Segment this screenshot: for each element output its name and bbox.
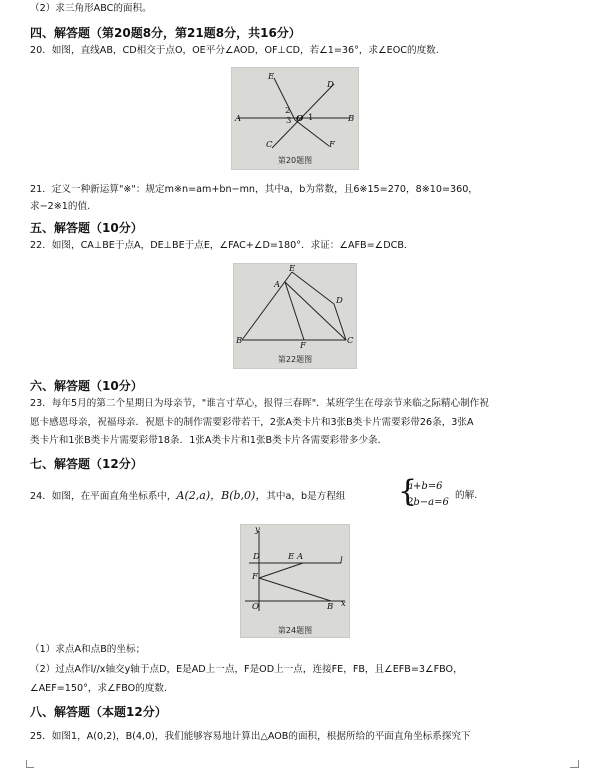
- q24-eq1: a+b=6: [407, 481, 443, 492]
- q24-intro: [30, 489, 345, 504]
- q24-text-c: 其中a，b是方程组: [266, 491, 346, 502]
- q20-figure: [231, 67, 359, 170]
- q24-figure: [240, 524, 350, 638]
- q24-eq2: 2b−a=6: [407, 497, 449, 508]
- q24-text-a: 24．如图，在平面直角坐标系中，: [30, 491, 177, 502]
- q23-line-1: 23．每年5月的第二个星期日为母亲节，"谁言寸草心，报得三春晖"．某班学生在母亲节来临之际精心制作祝: [30, 398, 489, 409]
- q22-label-A: A: [274, 280, 281, 290]
- q20-text: 20．如图，直线AB，CD相交于点O，OE平分∠AOD，OF⊥CD，若∠1=36°，求∠EOC的度数.: [30, 45, 439, 56]
- q22-diagram: [234, 264, 356, 368]
- crop-mark-right: [578, 760, 579, 768]
- q20-diagram: [232, 68, 358, 169]
- q22-label-D: D: [336, 296, 343, 306]
- q20-label-B: B: [348, 114, 355, 124]
- section-8-heading: 八、解答题（本题12分）: [30, 705, 167, 719]
- q22-label-E: E: [289, 264, 296, 274]
- q24-label-E: E: [288, 552, 295, 562]
- section-4-heading: 四、解答题（第20题8分，第21题8分，共16分）: [30, 26, 301, 40]
- q20-label-angle1: 1: [308, 113, 314, 123]
- q20-label-angle3: 3: [286, 116, 292, 126]
- q21-line-1: 21．定义一种新运算"※"：规定m※n=am+bn−mn，其中a，b为常数，且6※15=270，8※10=360，: [30, 184, 478, 195]
- q19-part2-text: （2）求三角形ABC的面积。: [30, 3, 152, 14]
- q24-part2-line-2: ∠AEF=150°，求∠FBO的度数.: [30, 683, 167, 694]
- q20-label-A: A: [235, 114, 242, 124]
- q23-line-2: 愿卡感恩母亲，祝福母亲．祝愿卡的制作需要彩带若干，2张A类卡片和3张B类卡片需要彩带26条，3张A: [30, 417, 474, 428]
- q21-line-2: 求−2※1的值.: [30, 201, 91, 212]
- q22-label-B: B: [236, 336, 243, 346]
- q20-label-D: D: [327, 80, 334, 90]
- q20-label-F: F: [329, 140, 335, 150]
- q24-label-F: F: [252, 572, 258, 582]
- q24-label-x: x: [341, 599, 346, 609]
- q24-part2-line-1: （2）过点A作l//x轴交y轴于点D，E是AD上一点，F是OD上一点，连接FE，FB，且∠EFB=3∠FBO，: [30, 664, 463, 675]
- q24-label-B: B: [327, 602, 334, 612]
- q24-brace: {: [398, 474, 418, 509]
- q22-label-F: F: [300, 341, 306, 351]
- section-6-heading: 六、解答题（10分）: [30, 379, 143, 393]
- q20-label-C: C: [266, 140, 273, 150]
- q25-text: 25．如图1，A(0,2)，B(4,0)，我们能够容易地计算出△AOB的面积，根据所给的平面直角坐标系探究下: [30, 731, 471, 742]
- q23-line-3: 类卡片和1张B类卡片需要彩带18条．1张A类卡片和1张B类卡片各需要彩带多少条．: [30, 435, 388, 446]
- q20-label-angle2: 2: [285, 106, 291, 116]
- q22-text: 22．如图，CA⊥BE于点A，DE⊥BE于点E，∠FAC+∠D=180°．求证：∠AFB=∠DCB．: [30, 240, 414, 251]
- q24-label-O: O: [252, 602, 259, 612]
- q24-part1: （1）求点A和点B的坐标；: [30, 644, 146, 655]
- q22-label-C: C: [347, 336, 354, 346]
- q24-label-D: D: [253, 552, 260, 562]
- q22-figure: [233, 263, 357, 369]
- q24-text-points: A(2,a)，B(b,0)，: [176, 489, 267, 502]
- q24-label-A: A: [297, 552, 304, 562]
- q24-label-y: y: [255, 525, 260, 535]
- section-5-heading: 五、解答题（10分）: [30, 221, 143, 235]
- q22-caption: 第22题图: [277, 355, 313, 364]
- q24-caption: 第24题图: [277, 626, 313, 635]
- q24-text-d: 的解.: [455, 490, 478, 501]
- section-7-heading: 七、解答题（12分）: [30, 457, 143, 471]
- q20-caption: 第20题图: [277, 156, 313, 165]
- q24-label-l: l: [340, 556, 343, 566]
- q20-label-O: O: [296, 114, 304, 124]
- q20-label-E: E: [268, 72, 275, 82]
